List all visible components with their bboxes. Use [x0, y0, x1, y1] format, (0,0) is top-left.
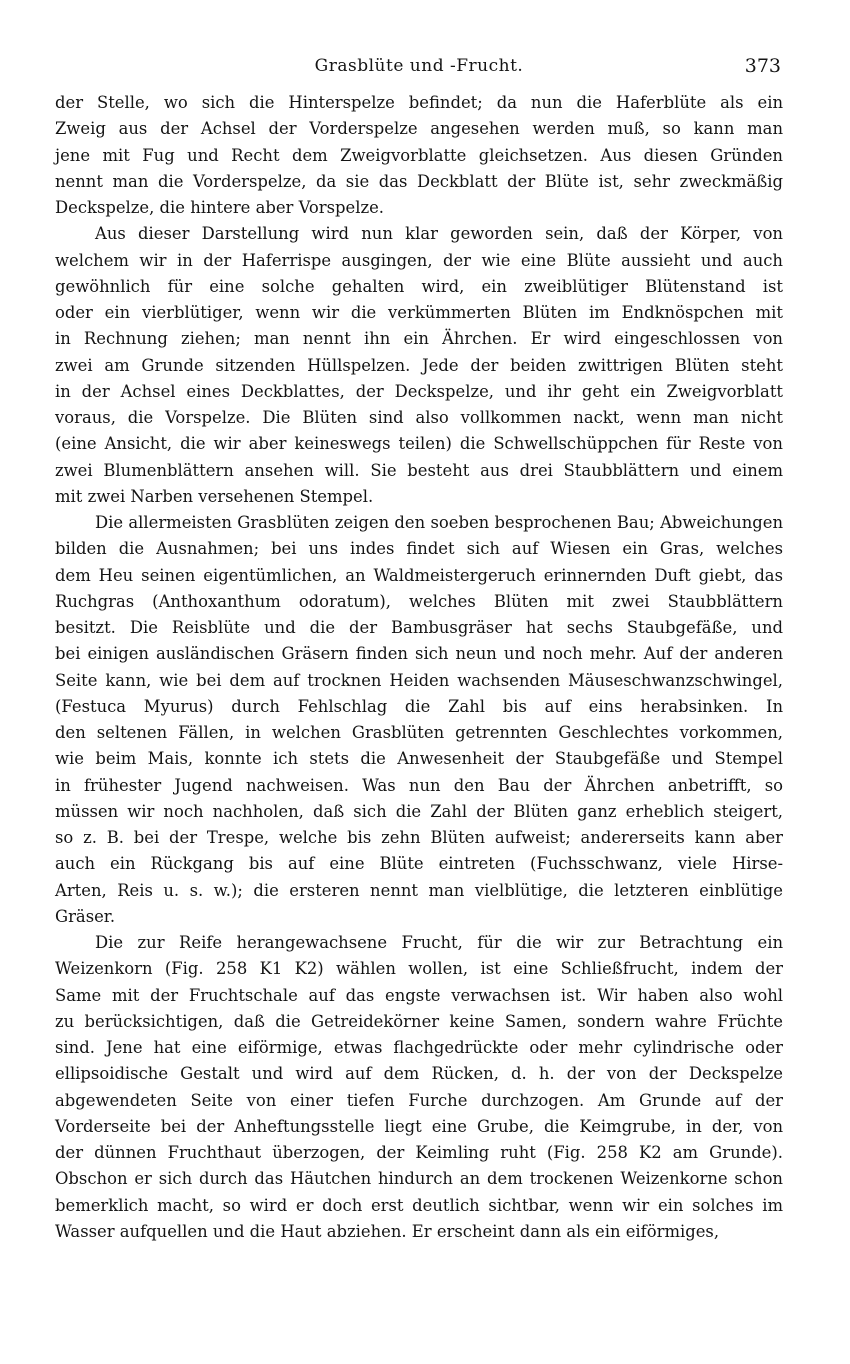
paragraph: [55, 510, 783, 930]
page-number: 373: [744, 55, 781, 77]
text-line: abgewendeten Seite von einer tiefen Furche durchzogen. Am Grunde auf der: [55, 1090, 783, 1110]
text-line: Zweig aus der Achsel der Vorderspelze angesehen werden muß, so kann man: [55, 119, 783, 139]
text-line: den seltenen Fällen, in welchen Grasblüten getrennten Geschlechtes vorkommen,: [55, 723, 783, 742]
text-line: gewöhnlich für eine solche gehalten wird, ein zweiblütiger Blütenstand ist: [55, 276, 783, 296]
text-line: bei einigen ausländischen Gräsern finden sich neun und noch mehr. Auf der anderen: [55, 644, 783, 664]
text-line: in frühester Jugend nachweisen. Was nun den Bau der Ährchen anbetrifft, so: [55, 775, 783, 795]
text-line: Deckspelze, die hintere aber Vorspelze.: [55, 198, 385, 217]
text-line: Die zur Reife herangewachsene Frucht, für die wir zur Betrachtung ein: [95, 933, 783, 952]
text-line: Aus dieser Darstellung wird nun klar geworden sein, daß der Körper, von: [95, 224, 783, 244]
text-line: Same mit der Fruchtschale auf das engste verwachsen ist. Wir haben also wohl: [55, 985, 783, 1005]
text-line: voraus, die Vorspelze. Die Blüten sind also vollkommen nackt, wenn man nicht: [55, 408, 783, 427]
text-line: zwei Blumenblättern ansehen will. Sie besteht aus drei Staubblättern und einem: [55, 460, 783, 480]
running-head: [55, 50, 783, 90]
text-line: Weizenkorn (Fig. 258 K1 K2) wählen wollen, ist eine Schließfrucht, indem der: [55, 959, 783, 979]
text-line: Wasser aufquellen und die Haut abziehen. Er erscheint dann als ein eiförmiges,: [55, 1221, 720, 1241]
text-line: bemerklich macht, so wird er doch erst deutlich sichtbar, wenn wir ein solches im: [55, 1195, 783, 1215]
text-line: zwei am Grunde sitzenden Hüllspelzen. Jede der beiden zwittrigen Blüten steht: [55, 355, 783, 375]
paragraph: [55, 90, 783, 221]
text-line: (eine Ansicht, die wir aber keineswegs teilen) die Schwellschüppchen für Reste von: [55, 434, 783, 454]
text-line: Arten, Reis u. s. w.); die ersteren nennt man vielblütige, die letzteren einblütige: [55, 880, 783, 900]
text-line: Vorderseite bei der Anheftungsstelle liegt eine Grube, die Keimgrube, in der, von: [55, 1116, 783, 1136]
book-page: [55, 50, 783, 1245]
text-line: in Rechnung ziehen; man nennt ihn ein Ährchen. Er wird eingeschlossen von: [55, 329, 783, 349]
paragraph: [55, 221, 783, 510]
running-title: Grasblüte und -Frucht.: [314, 56, 524, 76]
text-line: Die allermeisten Grasblüten zeigen den soeben besprochenen Bau; Abweichungen: [95, 513, 783, 532]
text-line: Gräser.: [55, 906, 116, 926]
text-line: ellipsoidische Gestalt und wird auf dem Rücken, d. h. der von der Deckspelze: [55, 1064, 783, 1084]
text-line: in der Achsel eines Deckblattes, der Deckspelze, und ihr geht ein Zweigvorblatt: [55, 381, 783, 401]
text-line: bilden die Ausnahmen; bei uns indes findet sich auf Wiesen ein Gras, welches: [55, 539, 783, 559]
text-line: zu berücksichtigen, daß die Getreidekörner keine Samen, sondern wahre Früchte: [55, 1011, 783, 1031]
text-line: jene mit Fug und Recht dem Zweigvorblatte gleichsetzen. Aus diesen Gründen: [55, 145, 783, 165]
body-text: [55, 90, 783, 1245]
text-line: sind. Jene hat eine eiförmige, etwas flachgedrückte oder mehr cylindrische oder: [55, 1038, 783, 1057]
text-line: besitzt. Die Reisblüte und die der Bambusgräser hat sechs Staubgefäße, und: [55, 618, 783, 637]
text-line: welchem wir in der Haferrispe ausgingen, der wie eine Blüte aussieht und auch: [55, 250, 783, 270]
text-line: dem Heu seinen eigentümlichen, an Waldmeistergeruch erinnernden Duft giebt, das: [55, 565, 783, 585]
text-line: oder ein vierblütiger, wenn wir die verkümmerten Blüten im Endknöspchen mit: [55, 303, 783, 322]
paragraph: [55, 930, 783, 1245]
text-line: Obschon er sich durch das Häutchen hindurch an dem trockenen Weizenkorne schon: [55, 1169, 783, 1189]
text-line: Seite kann, wie bei dem auf trocknen Heiden wachsenden Mäuseschwanzschwingel,: [55, 670, 783, 690]
text-line: auch ein Rückgang bis auf eine Blüte eintreten (Fuchsschwanz, viele Hirse-: [55, 854, 783, 874]
text-line: Ruchgras (Anthoxanthum odoratum), welches Blüten mit zwei Staubblättern: [55, 591, 783, 611]
text-line: nennt man die Vorderspelze, da sie das Deckblatt der Blüte ist, sehr zweckmäßig: [55, 171, 783, 191]
text-line: der dünnen Fruchthaut überzogen, der Keimling ruht (Fig. 258 K2 am Grunde).: [55, 1143, 783, 1162]
text-line: müssen wir noch nachholen, daß sich die Zahl der Blüten ganz erheblich steigert,: [55, 801, 783, 821]
text-line: so z. B. bei der Trespe, welche bis zehn Blüten aufweist; andererseits kann aber: [55, 828, 783, 847]
text-line: mit zwei Narben versehenen Stempel.: [55, 486, 374, 506]
text-line: (Festuca Myurus) durch Fehlschlag die Zahl bis auf eins herabsinken. In: [55, 696, 783, 716]
text-line: wie beim Mais, konnte ich stets die Anwesenheit der Staubgefäße und Stempel: [55, 749, 783, 769]
text-line: der Stelle, wo sich die Hinterspelze befindet; da nun die Haferblüte als ein: [55, 93, 783, 112]
